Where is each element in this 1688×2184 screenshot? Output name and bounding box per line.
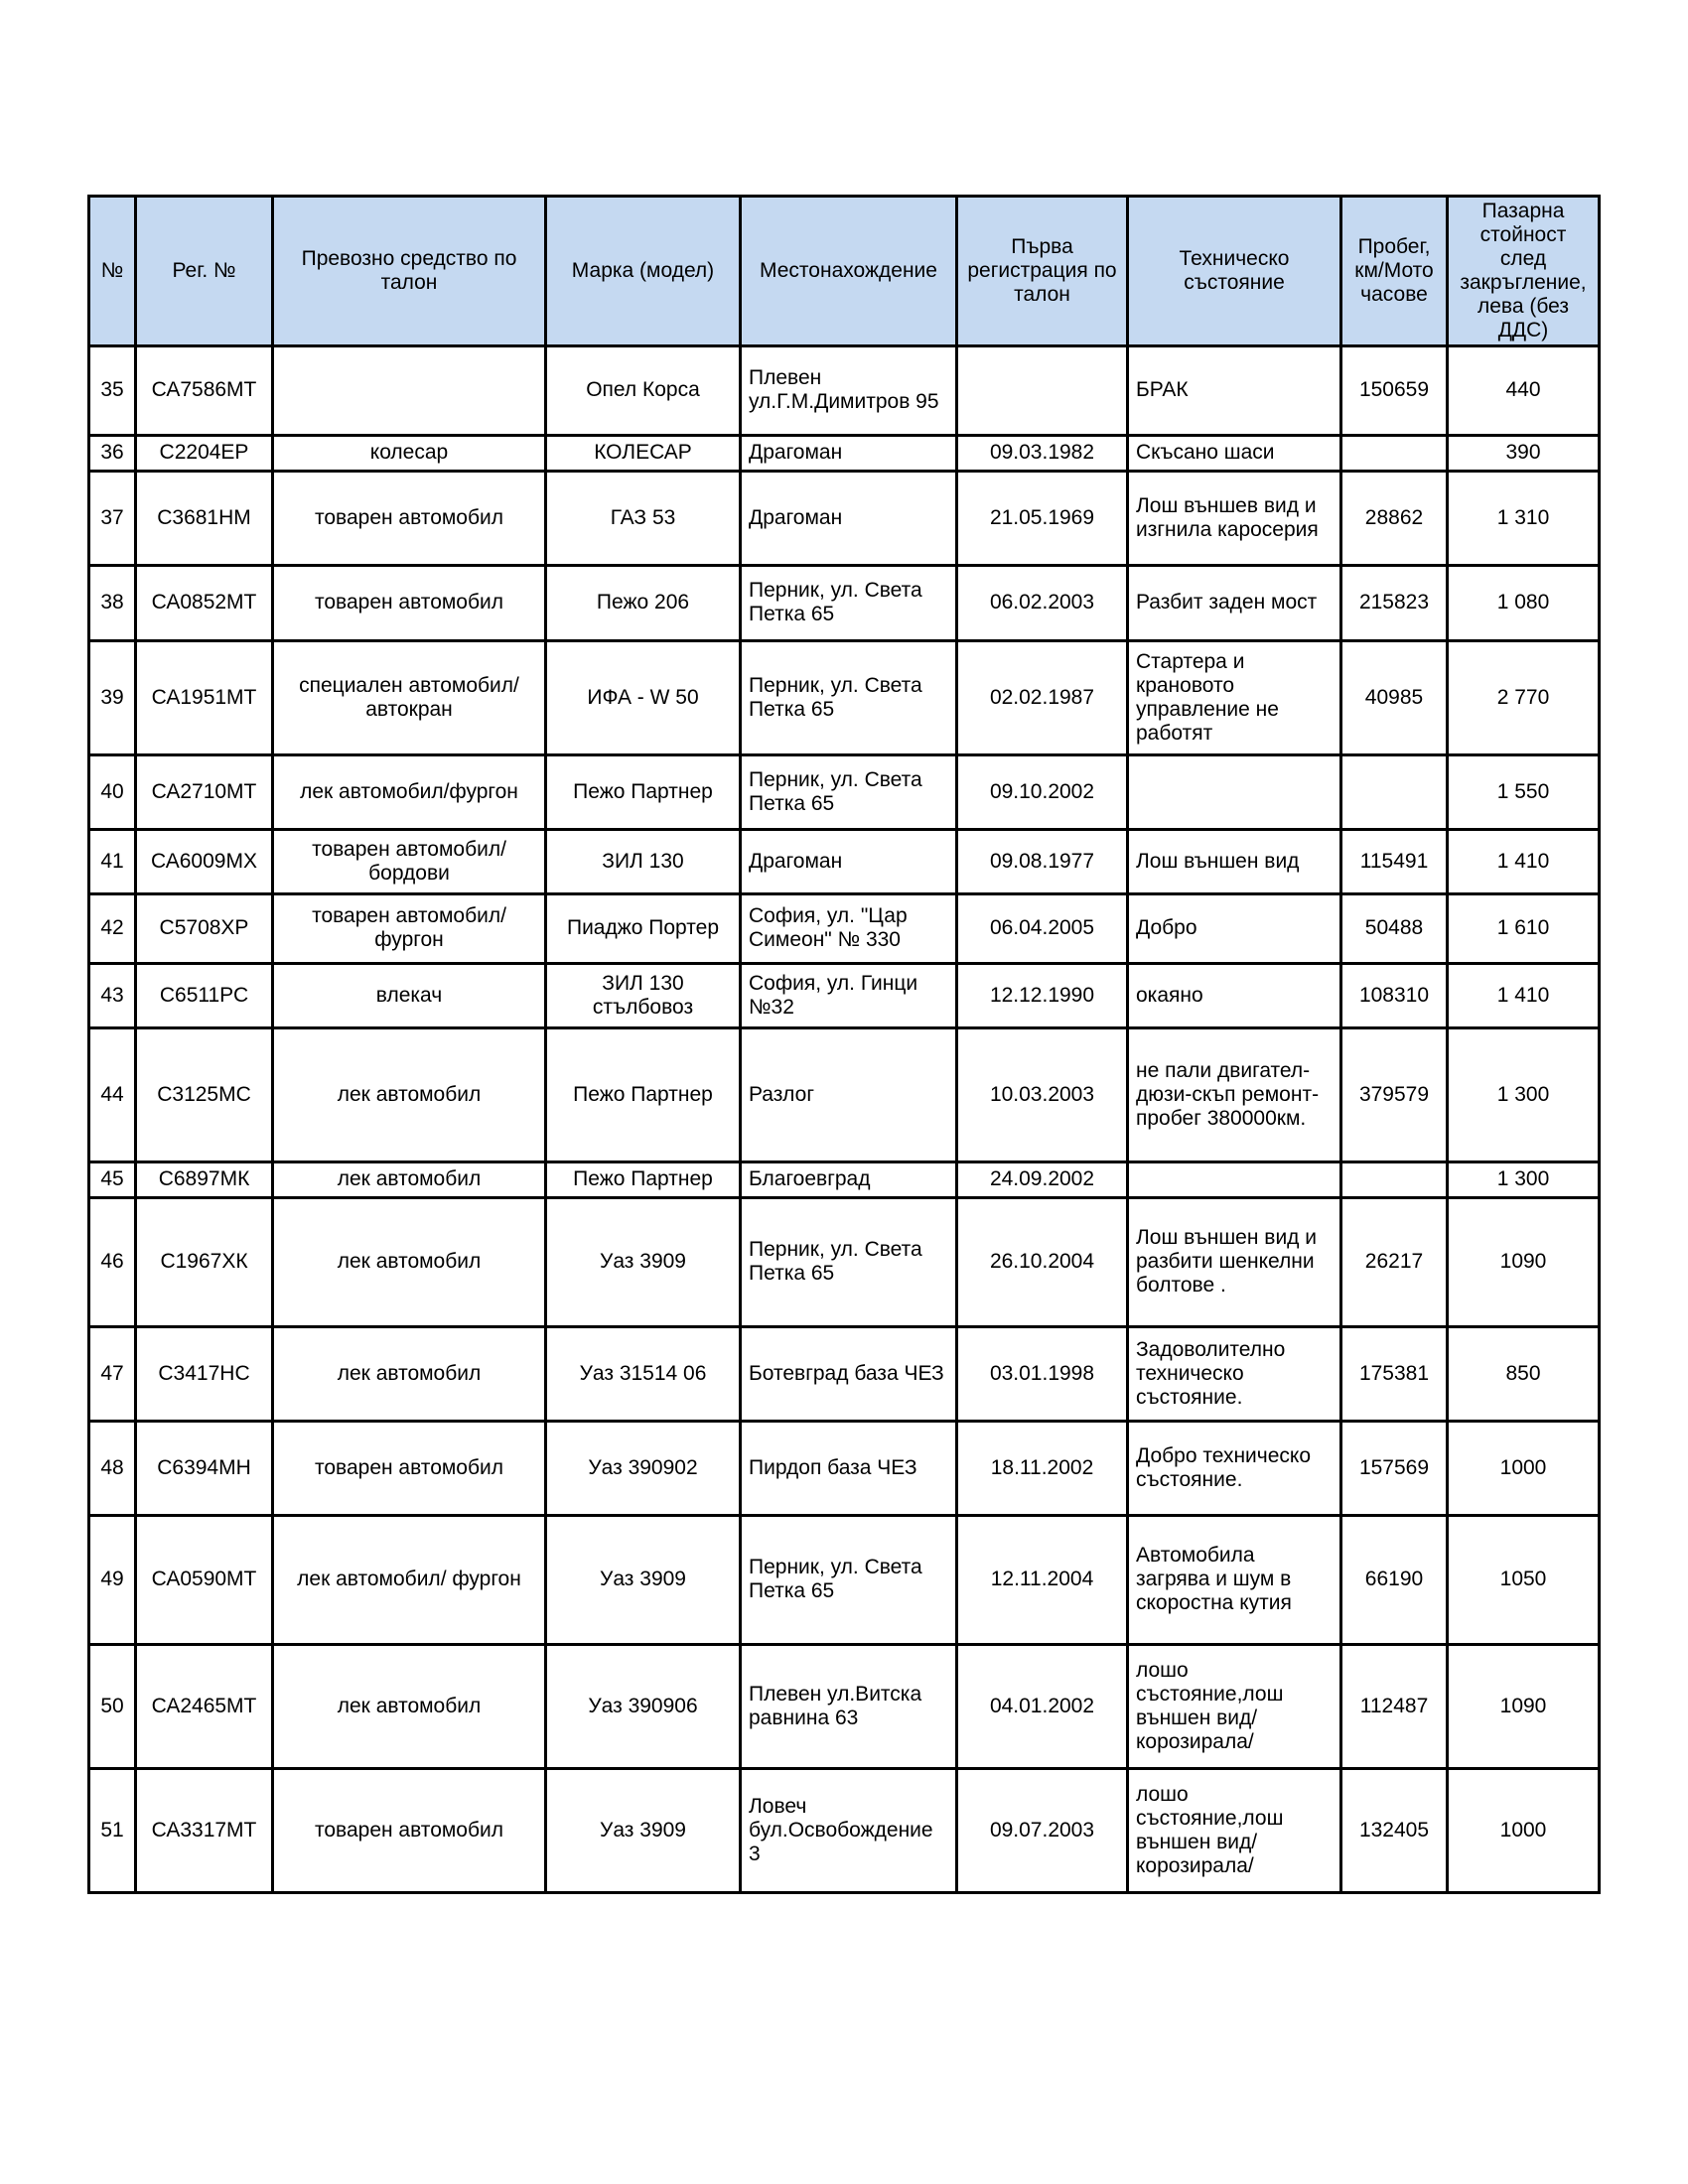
cell-vehicle-type: лек автомобил bbox=[273, 1326, 546, 1421]
cell-location: Разлог bbox=[741, 1027, 957, 1161]
cell-technical-condition: лошо състояние,лош външен вид/корозирала/ bbox=[1128, 1768, 1341, 1892]
cell-num: 37 bbox=[89, 471, 136, 565]
cell-location: Драгоман bbox=[741, 471, 957, 565]
column-header-num: № bbox=[89, 197, 136, 346]
vehicles-table bbox=[87, 195, 1601, 1894]
cell-market-value: 1 410 bbox=[1448, 963, 1600, 1027]
cell-vehicle-type: специален автомобил/автокран bbox=[273, 640, 546, 754]
table-row bbox=[89, 435, 1600, 471]
cell-vehicle-type: лек автомобил bbox=[273, 1027, 546, 1161]
column-header-technical-condition: Техническо състояние bbox=[1128, 197, 1341, 346]
cell-first-registration: 09.10.2002 bbox=[957, 754, 1128, 829]
column-header-vehicle-type: Превозно средство по талон bbox=[273, 197, 546, 346]
cell-reg-num: СА7586МТ bbox=[136, 345, 273, 435]
cell-reg-num: СА2465МТ bbox=[136, 1644, 273, 1768]
table-header-row bbox=[89, 197, 1600, 346]
cell-location: София, ул. "Цар Симеон" № 330 bbox=[741, 893, 957, 963]
cell-num: 38 bbox=[89, 565, 136, 640]
cell-vehicle-type: лек автомобил/ фургон bbox=[273, 1515, 546, 1644]
cell-num: 50 bbox=[89, 1644, 136, 1768]
table-row bbox=[89, 471, 1600, 565]
cell-brand-model: ИФА - W 50 bbox=[546, 640, 741, 754]
cell-brand-model: Уаз 3909 bbox=[546, 1768, 741, 1892]
cell-technical-condition: Стартера и крановото управление не работят bbox=[1128, 640, 1341, 754]
cell-technical-condition bbox=[1128, 754, 1341, 829]
cell-brand-model: Уаз 390902 bbox=[546, 1421, 741, 1515]
cell-market-value: 1090 bbox=[1448, 1644, 1600, 1768]
cell-mileage bbox=[1341, 754, 1448, 829]
cell-technical-condition: окаяно bbox=[1128, 963, 1341, 1027]
cell-location: Перник, ул. Света Петка 65 bbox=[741, 565, 957, 640]
cell-technical-condition: Лош външев вид и изгнила каросерия bbox=[1128, 471, 1341, 565]
cell-first-registration: 06.04.2005 bbox=[957, 893, 1128, 963]
cell-mileage: 379579 bbox=[1341, 1027, 1448, 1161]
cell-technical-condition: Добро bbox=[1128, 893, 1341, 963]
cell-reg-num: СА0852МТ bbox=[136, 565, 273, 640]
cell-mileage: 215823 bbox=[1341, 565, 1448, 640]
table-row bbox=[89, 829, 1600, 893]
cell-vehicle-type: товарен автомобил bbox=[273, 1421, 546, 1515]
cell-mileage: 112487 bbox=[1341, 1644, 1448, 1768]
cell-num: 36 bbox=[89, 435, 136, 471]
cell-location: Ботевград база ЧЕЗ bbox=[741, 1326, 957, 1421]
cell-market-value: 1 300 bbox=[1448, 1161, 1600, 1197]
cell-first-registration: 03.01.1998 bbox=[957, 1326, 1128, 1421]
cell-reg-num: С5708ХР bbox=[136, 893, 273, 963]
cell-brand-model: Уаз 3909 bbox=[546, 1515, 741, 1644]
cell-location: Плевен ул.Г.М.Димитров 95 bbox=[741, 345, 957, 435]
cell-market-value: 1000 bbox=[1448, 1768, 1600, 1892]
table-row bbox=[89, 1027, 1600, 1161]
cell-num: 35 bbox=[89, 345, 136, 435]
cell-brand-model: Пежо Партнер bbox=[546, 754, 741, 829]
cell-market-value: 1 550 bbox=[1448, 754, 1600, 829]
cell-num: 49 bbox=[89, 1515, 136, 1644]
cell-vehicle-type: лек автомобил bbox=[273, 1161, 546, 1197]
cell-first-registration: 26.10.2004 bbox=[957, 1197, 1128, 1326]
cell-reg-num: С6897МК bbox=[136, 1161, 273, 1197]
cell-technical-condition: БРАК bbox=[1128, 345, 1341, 435]
cell-market-value: 850 bbox=[1448, 1326, 1600, 1421]
cell-mileage: 108310 bbox=[1341, 963, 1448, 1027]
cell-technical-condition: лошо състояние,лош външен вид/корозирала/ bbox=[1128, 1644, 1341, 1768]
cell-brand-model: Пежо Партнер bbox=[546, 1027, 741, 1161]
cell-vehicle-type: колесар bbox=[273, 435, 546, 471]
cell-market-value: 390 bbox=[1448, 435, 1600, 471]
cell-vehicle-type: товарен автомобил bbox=[273, 471, 546, 565]
cell-location: София, ул. Гинци №32 bbox=[741, 963, 957, 1027]
table-row bbox=[89, 963, 1600, 1027]
cell-technical-condition: Автомобила загрява и шум в скоростна кутия bbox=[1128, 1515, 1341, 1644]
cell-mileage: 28862 bbox=[1341, 471, 1448, 565]
cell-reg-num: С2204ЕР bbox=[136, 435, 273, 471]
cell-brand-model: ЗИЛ 130 стълбовоз bbox=[546, 963, 741, 1027]
cell-technical-condition bbox=[1128, 1161, 1341, 1197]
column-header-first-registration: Първа регистрация по талон bbox=[957, 197, 1128, 346]
cell-vehicle-type: лек автомобил/фургон bbox=[273, 754, 546, 829]
cell-location: Перник, ул. Света Петка 65 bbox=[741, 754, 957, 829]
cell-location: Перник, ул. Света Петка 65 bbox=[741, 1515, 957, 1644]
cell-mileage: 175381 bbox=[1341, 1326, 1448, 1421]
table-row bbox=[89, 1197, 1600, 1326]
cell-technical-condition: Лош външен вид и разбити шенкелни болтове . bbox=[1128, 1197, 1341, 1326]
table-row bbox=[89, 565, 1600, 640]
cell-reg-num: СА0590МТ bbox=[136, 1515, 273, 1644]
cell-market-value: 1 310 bbox=[1448, 471, 1600, 565]
cell-reg-num: С3681НМ bbox=[136, 471, 273, 565]
cell-first-registration: 12.12.1990 bbox=[957, 963, 1128, 1027]
cell-num: 51 bbox=[89, 1768, 136, 1892]
cell-technical-condition: Лош външен вид bbox=[1128, 829, 1341, 893]
cell-mileage: 50488 bbox=[1341, 893, 1448, 963]
cell-num: 46 bbox=[89, 1197, 136, 1326]
cell-first-registration: 09.03.1982 bbox=[957, 435, 1128, 471]
cell-num: 47 bbox=[89, 1326, 136, 1421]
cell-mileage bbox=[1341, 1161, 1448, 1197]
cell-vehicle-type: товарен автомобил bbox=[273, 1768, 546, 1892]
cell-vehicle-type: влекач bbox=[273, 963, 546, 1027]
cell-reg-num: С3417НС bbox=[136, 1326, 273, 1421]
cell-brand-model: Уаз 390906 bbox=[546, 1644, 741, 1768]
cell-num: 39 bbox=[89, 640, 136, 754]
cell-first-registration bbox=[957, 345, 1128, 435]
table-row bbox=[89, 640, 1600, 754]
cell-first-registration: 21.05.1969 bbox=[957, 471, 1128, 565]
cell-first-registration: 24.09.2002 bbox=[957, 1161, 1128, 1197]
cell-location: Плевен ул.Витска равнина 63 bbox=[741, 1644, 957, 1768]
table-row bbox=[89, 1768, 1600, 1892]
table-row bbox=[89, 345, 1600, 435]
cell-reg-num: С6394МН bbox=[136, 1421, 273, 1515]
cell-market-value: 1050 bbox=[1448, 1515, 1600, 1644]
cell-reg-num: СА3317МТ bbox=[136, 1768, 273, 1892]
cell-vehicle-type: товарен автомобил/фургон bbox=[273, 893, 546, 963]
cell-mileage: 26217 bbox=[1341, 1197, 1448, 1326]
table-row bbox=[89, 754, 1600, 829]
cell-mileage: 40985 bbox=[1341, 640, 1448, 754]
cell-num: 44 bbox=[89, 1027, 136, 1161]
cell-technical-condition: Добро техническо състояние. bbox=[1128, 1421, 1341, 1515]
cell-market-value: 1 300 bbox=[1448, 1027, 1600, 1161]
cell-technical-condition: Разбит заден мост bbox=[1128, 565, 1341, 640]
cell-market-value: 1090 bbox=[1448, 1197, 1600, 1326]
cell-market-value: 440 bbox=[1448, 345, 1600, 435]
cell-location: Ловеч бул.Освобождение 3 bbox=[741, 1768, 957, 1892]
cell-reg-num: СА2710МТ bbox=[136, 754, 273, 829]
cell-reg-num: С6511РС bbox=[136, 963, 273, 1027]
cell-location: Благоевград bbox=[741, 1161, 957, 1197]
cell-brand-model: Опел Корса bbox=[546, 345, 741, 435]
cell-num: 48 bbox=[89, 1421, 136, 1515]
cell-mileage: 132405 bbox=[1341, 1768, 1448, 1892]
cell-num: 42 bbox=[89, 893, 136, 963]
cell-market-value: 1 610 bbox=[1448, 893, 1600, 963]
cell-mileage bbox=[1341, 435, 1448, 471]
cell-brand-model: Пежо 206 bbox=[546, 565, 741, 640]
cell-mileage: 157569 bbox=[1341, 1421, 1448, 1515]
cell-location: Пирдоп база ЧЕЗ bbox=[741, 1421, 957, 1515]
cell-mileage: 150659 bbox=[1341, 345, 1448, 435]
cell-vehicle-type: товарен автомобил bbox=[273, 565, 546, 640]
table-row bbox=[89, 1326, 1600, 1421]
cell-vehicle-type: товарен автомобил/бордови bbox=[273, 829, 546, 893]
table-row bbox=[89, 1515, 1600, 1644]
cell-num: 41 bbox=[89, 829, 136, 893]
cell-reg-num: СА1951МТ bbox=[136, 640, 273, 754]
cell-first-registration: 09.07.2003 bbox=[957, 1768, 1128, 1892]
cell-technical-condition: не пали двигател-дюзи-скъп ремонт-пробег 380000км. bbox=[1128, 1027, 1341, 1161]
cell-market-value: 2 770 bbox=[1448, 640, 1600, 754]
cell-vehicle-type: лек автомобил bbox=[273, 1197, 546, 1326]
table-row bbox=[89, 893, 1600, 963]
cell-location: Драгоман bbox=[741, 829, 957, 893]
cell-first-registration: 10.03.2003 bbox=[957, 1027, 1128, 1161]
cell-vehicle-type: лек автомобил bbox=[273, 1644, 546, 1768]
cell-reg-num: СА6009МХ bbox=[136, 829, 273, 893]
cell-technical-condition: Скъсано шаси bbox=[1128, 435, 1341, 471]
column-header-market-value: Пазарна стойност след закръгление, лева (без ДДС) bbox=[1448, 197, 1600, 346]
cell-first-registration: 06.02.2003 bbox=[957, 565, 1128, 640]
cell-reg-num: С3125МС bbox=[136, 1027, 273, 1161]
column-header-mileage: Пробег, км/Мото часове bbox=[1341, 197, 1448, 346]
cell-brand-model: Пежо Партнер bbox=[546, 1161, 741, 1197]
cell-num: 40 bbox=[89, 754, 136, 829]
cell-location: Перник, ул. Света Петка 65 bbox=[741, 640, 957, 754]
table-row bbox=[89, 1644, 1600, 1768]
column-header-reg-num: Рег. № bbox=[136, 197, 273, 346]
cell-first-registration: 04.01.2002 bbox=[957, 1644, 1128, 1768]
cell-mileage: 115491 bbox=[1341, 829, 1448, 893]
table-row bbox=[89, 1161, 1600, 1197]
cell-brand-model: Уаз 31514 06 bbox=[546, 1326, 741, 1421]
column-header-location: Местонахождение bbox=[741, 197, 957, 346]
cell-first-registration: 09.08.1977 bbox=[957, 829, 1128, 893]
cell-vehicle-type bbox=[273, 345, 546, 435]
table-row bbox=[89, 1421, 1600, 1515]
cell-num: 43 bbox=[89, 963, 136, 1027]
cell-brand-model: Пиаджо Портер bbox=[546, 893, 741, 963]
cell-technical-condition: Задоволително техническо състояние. bbox=[1128, 1326, 1341, 1421]
cell-brand-model: Уаз 3909 bbox=[546, 1197, 741, 1326]
cell-brand-model: КОЛЕСАР bbox=[546, 435, 741, 471]
cell-location: Перник, ул. Света Петка 65 bbox=[741, 1197, 957, 1326]
cell-market-value: 1000 bbox=[1448, 1421, 1600, 1515]
cell-market-value: 1 410 bbox=[1448, 829, 1600, 893]
cell-brand-model: ГАЗ 53 bbox=[546, 471, 741, 565]
cell-first-registration: 18.11.2002 bbox=[957, 1421, 1128, 1515]
cell-location: Драгоман bbox=[741, 435, 957, 471]
cell-num: 45 bbox=[89, 1161, 136, 1197]
column-header-brand-model: Марка (модел) bbox=[546, 197, 741, 346]
cell-brand-model: ЗИЛ 130 bbox=[546, 829, 741, 893]
cell-reg-num: С1967ХК bbox=[136, 1197, 273, 1326]
cell-market-value: 1 080 bbox=[1448, 565, 1600, 640]
cell-first-registration: 02.02.1987 bbox=[957, 640, 1128, 754]
cell-first-registration: 12.11.2004 bbox=[957, 1515, 1128, 1644]
cell-mileage: 66190 bbox=[1341, 1515, 1448, 1644]
